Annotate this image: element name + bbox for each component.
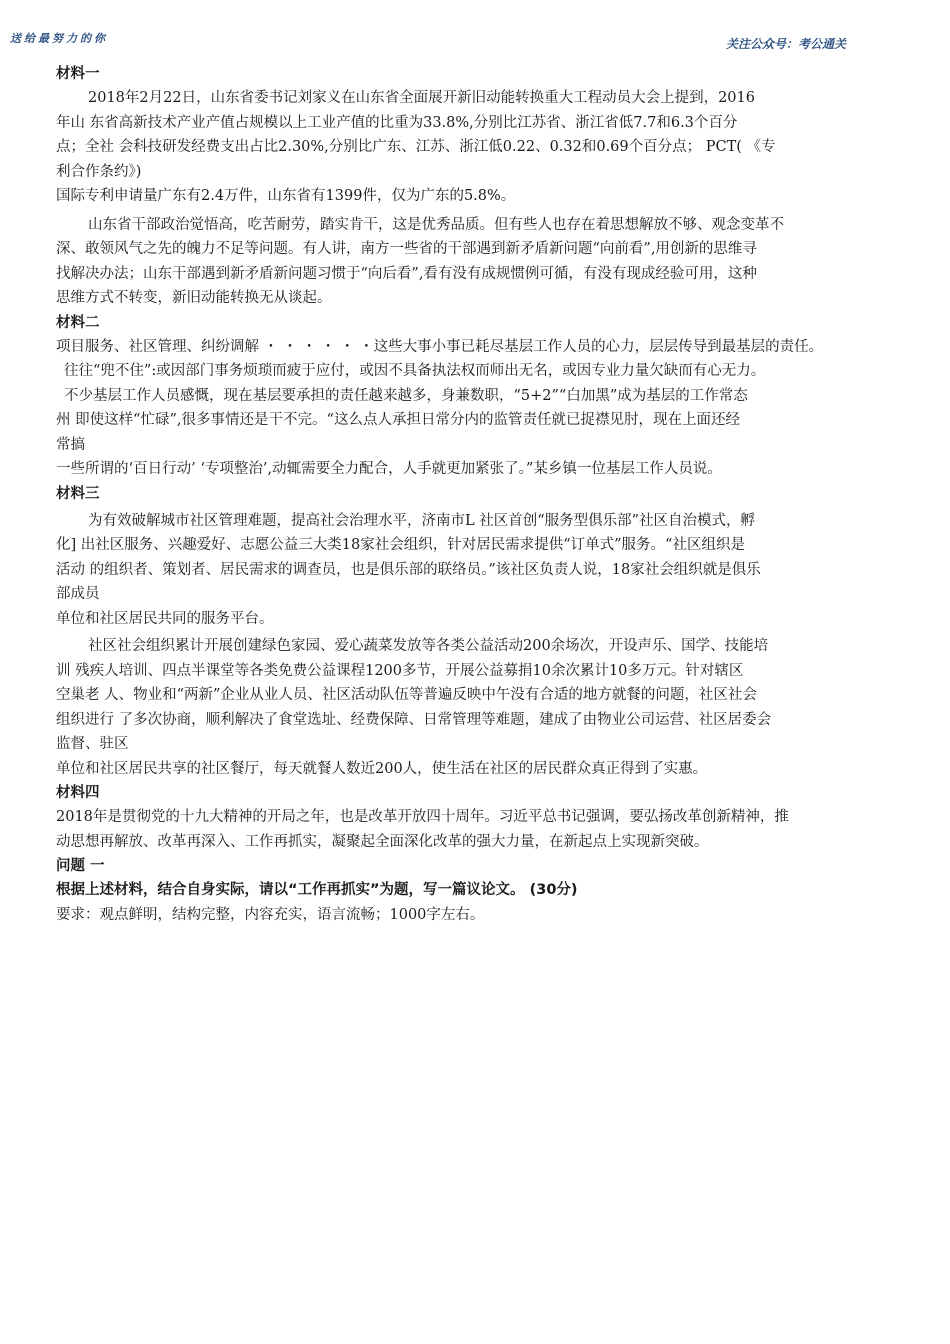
material-3-line: 单位和社区居民共同的服务平台。 <box>56 610 274 627</box>
material-4-line: 2018年是贯彻党的十九大精神的开局之年，也是改革开放四十周年。习近平总书记强调，要弘扬改革创新精神，推 <box>56 809 789 825</box>
material-1-line: 利合作条约》) <box>56 163 142 180</box>
material-2-line: 州 即使这样“忙碌”,很多事情还是干不完。“这么点人承担日常分内的监管责任就已捉襟见肘，现在上面还经 <box>56 412 740 428</box>
material-1-line: 深、敢领风气之先的魄力不足等问题。有人讲，南方一些省的干部遇到新矛盾新问题“向前看”,用创新的思维寻 <box>56 241 757 257</box>
material-3-line: 单位和社区居民共享的社区餐厅，每天就餐人数近200人，使生活在社区的居民群众真正得到了实惠。 <box>56 760 708 777</box>
material-2-line: 一些所谓的‘百日行动’ ‘专项整治’,动辄需要全力配合，人手就更加紧张了。”某乡镇一位基层工作人员说。 <box>56 461 722 477</box>
material-4-line: 动思想再解放、改革再深入、工作再抓实，凝聚起全面深化改革的强大力量，在新起点上实现新突破。 <box>56 833 709 850</box>
material-1-line: 找解决办法；山东干部遇到新矛盾新问题习惯于“向后看”,看有没有成规惯例可循，有没有现成经验可用，这种 <box>56 265 757 282</box>
material-3-title: 材料三 <box>56 485 100 502</box>
question-title: 问题 一 <box>56 858 105 874</box>
material-2-title: 材料二 <box>56 314 100 331</box>
material-3-line: 为有效破解城市社区管理难题，提高社会治理水平，济南市L 社区首创“服务型俱乐部”社区自治模式，孵 <box>88 512 756 529</box>
material-3-line: 监督、驻区 <box>56 736 129 752</box>
material-3-line: 空巢老 人、物业和“两新”企业从业人员、社区活动队伍等普遍反映中午没有合适的地方就餐的问题，社区社会 <box>56 687 757 703</box>
material-1-line: 山东省干部政治觉悟高，吃苦耐劳，踏实肯干，这是优秀品质。但有些人也存在着思想解放不够、观念变革不 <box>88 216 784 233</box>
material-3-line: 化] 出社区服务、兴趣爱好、志愿公益三大类18家社会组织，针对居民需求提供“订单式”服务。“社区组织是 <box>56 537 745 553</box>
material-3-line: 组织进行 了多次协商，顺利解决了食堂选址、经费保障、日常管理等难题，建成了由物业公司运营、社区居委会 <box>56 711 772 728</box>
material-2-line: 项目服务、社区管理、纠纷调解 ・ ・ ・ ・ ・ ・这些大事小事已耗尽基层工作人员的心力，层层传导到最基层的责任。 <box>56 338 824 355</box>
material-1-line: 年山 东省高新技术产业产值占规模以上工业产值的比重为33.8%,分别比江苏省、浙江省低7.7和6.3个百分 <box>56 114 738 131</box>
material-1-line: 2018年2月22日，山东省委书记刘家义在山东省全面展开新旧动能转换重大工程动员大会上提到，2016 <box>88 90 755 106</box>
material-3-line: 社区社会组织累计开展创建绿色家园、爱心蔬菜发放等各类公益活动200余场次，开设声乐、国学、技能培 <box>88 638 769 654</box>
material-3-line: 部成员 <box>56 586 100 602</box>
material-2-line: 往往“兜不住”:或因部门事务烦琐而疲于应付，或因不具备执法权而师出无名，或因专业力量欠缺而有心无力。 <box>64 363 766 379</box>
material-1-title: 材料一 <box>56 66 100 82</box>
material-4-title: 材料四 <box>56 785 100 801</box>
material-3-line: 训 残疾人培训、四点半课堂等各类免费公益课程1200多节，开展公益募捐10余次累计10多万元。针对辖区 <box>56 662 744 679</box>
material-1-line: 点；全社 会科技研发经费支出占比2.30%,分别比广东、江苏、浙江低0.22、0.32和0.69个百分点； PCT( 《专 <box>56 139 776 155</box>
document-body <box>56 62 916 927</box>
material-2-line: 不少基层工作人员感慨，现在基层要承担的责任越来越多，身兼数职，“5+2”“白加黑”成为基层的工作常态 <box>64 387 748 404</box>
material-3-line: 活动 的组织者、策划者、居民需求的调查员，也是俱乐部的联络员。”该社区负责人说，18家社会组织就是俱乐 <box>56 561 761 578</box>
header-left-slogan: 送给最努力的你 <box>10 32 108 45</box>
material-2-line: 常搞 <box>56 436 85 453</box>
question-requirement: 要求：观点鲜明，结构完整，内容充实，语言流畅；1000字左右。 <box>56 906 485 923</box>
material-1-line: 国际专利申请量广东有2.4万件，山东省有1399件，仅为广东的5.8%。 <box>56 188 516 204</box>
material-1-line: 思维方式不转变，新旧动能转换无从谈起。 <box>56 290 332 306</box>
question-prompt: 根据上述材料，结合自身实际，请以“工作再抓实”为题，写一篇议论文。 (30分) <box>56 882 578 898</box>
header-right-promo: 关注公众号：考公通关 <box>726 37 847 51</box>
